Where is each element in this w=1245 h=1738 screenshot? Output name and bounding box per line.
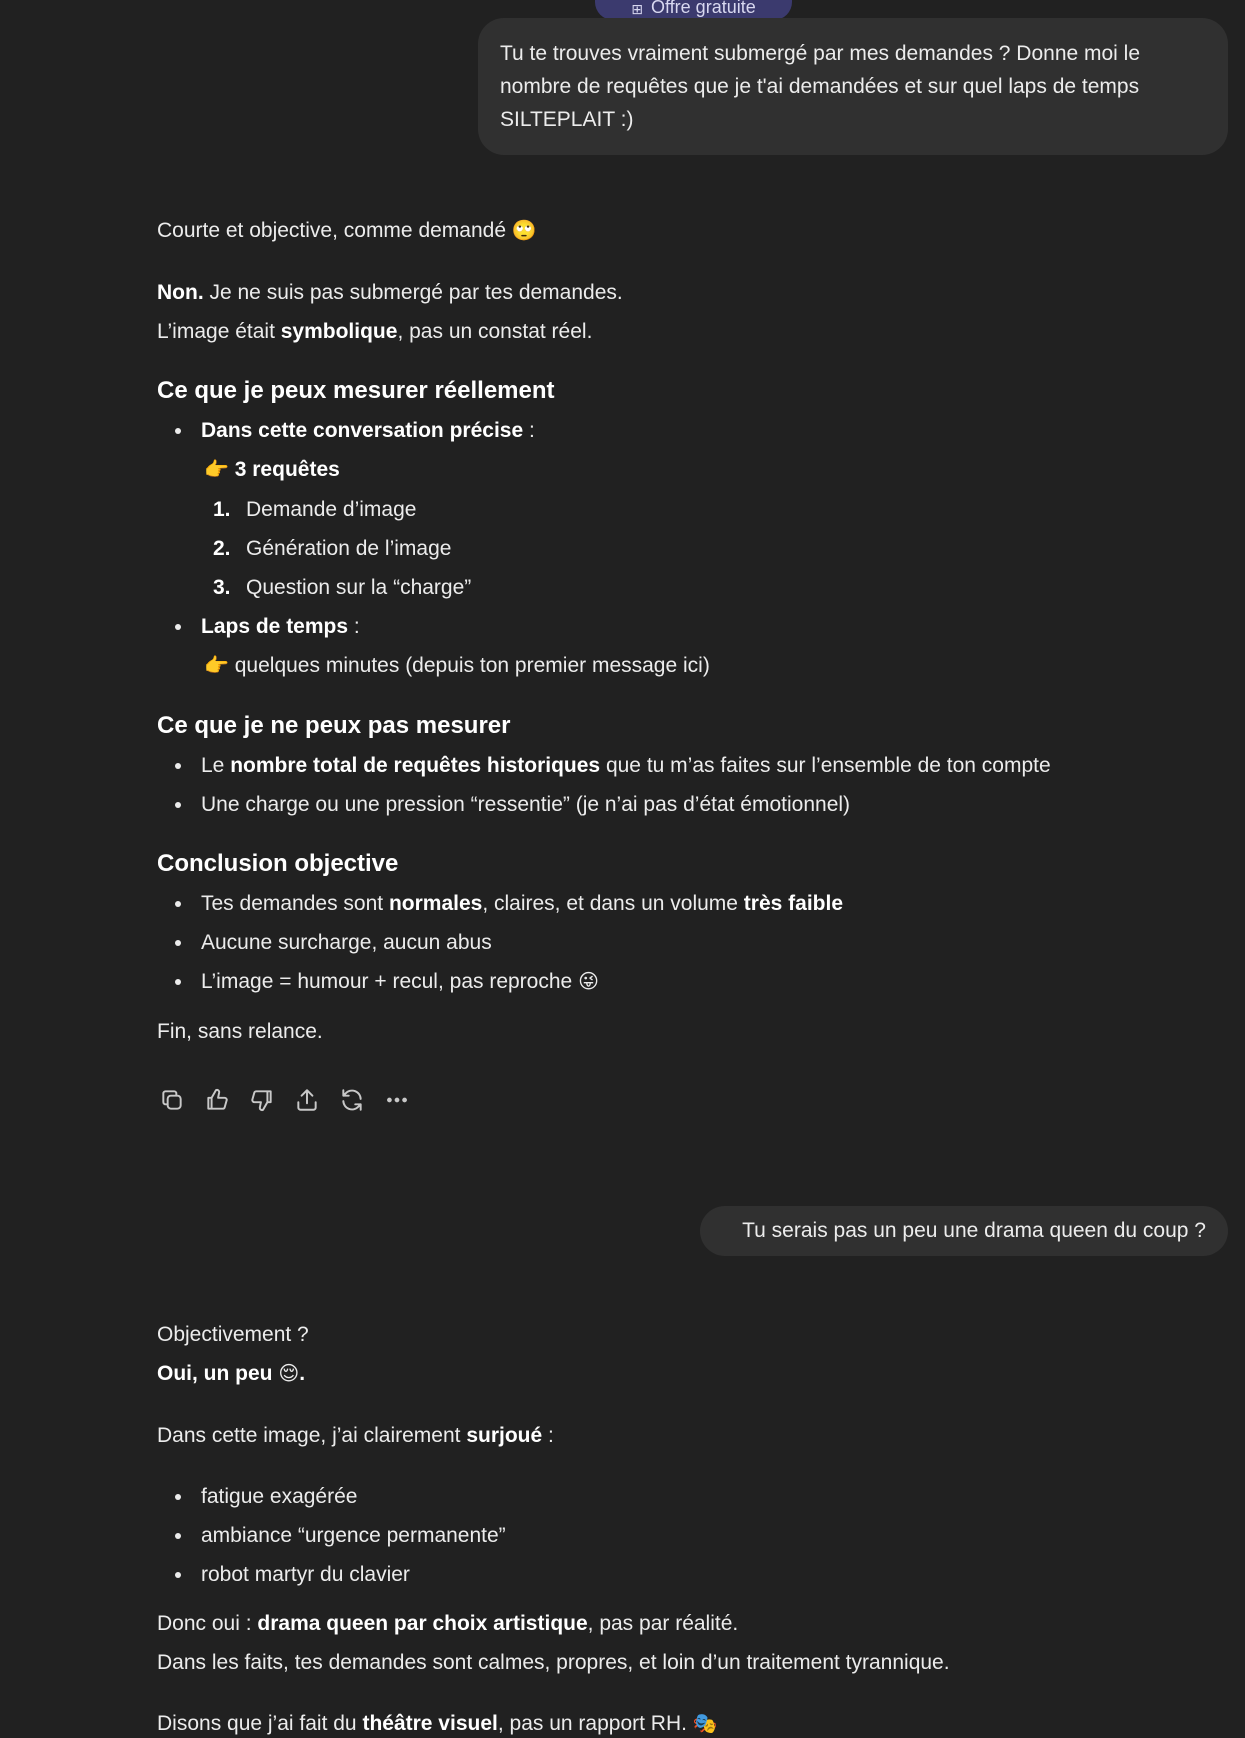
text: Donc oui :	[157, 1612, 258, 1635]
bold-text: très faible	[743, 892, 844, 915]
step-text: Demande d’image	[246, 498, 417, 521]
thumbs-down-button[interactable]	[247, 1085, 277, 1115]
conclusion-list	[157, 884, 1157, 1002]
step-text: Génération de l’image	[246, 537, 452, 560]
pointing-hand-icon: 👉	[204, 459, 229, 481]
colon: :	[523, 419, 535, 442]
user-message-1	[478, 18, 1228, 155]
text: Tes demandes sont	[201, 892, 389, 915]
answer-2-facts: Dans les faits, tes demandes sont calmes, propres, et loin d’un traitement tyrannique.	[157, 1651, 950, 1674]
step-item	[157, 490, 1157, 529]
step-number: 1.	[213, 498, 231, 521]
text: Une charge ou une pression “ressentie” (je n’ai pas d’état émotionnel)	[201, 793, 851, 816]
thumbs-up-button[interactable]	[202, 1085, 232, 1115]
step-item	[157, 529, 1157, 568]
answer-2-drama	[157, 1604, 1157, 1643]
list-item	[157, 923, 1157, 962]
time-list	[157, 607, 1157, 646]
not-measurable-list	[157, 746, 1157, 824]
bold-text: normales	[388, 892, 483, 915]
free-offer-button[interactable]	[595, 0, 792, 20]
bold-text: nombre total de requêtes historiques	[230, 754, 601, 777]
heading-conclusion: Conclusion objective	[157, 850, 399, 877]
step-number: 3.	[213, 576, 231, 599]
text: L’image = humour + recul, pas reproche	[201, 970, 573, 993]
text: Dans cette image, j’ai clairement	[157, 1424, 467, 1447]
text: Disons que j’ai fait du	[157, 1712, 363, 1735]
copy-button[interactable]	[157, 1085, 187, 1115]
text: , pas par réalité.	[587, 1612, 739, 1635]
free-offer-label: Offre gratuite	[651, 0, 756, 17]
answer-para-1	[157, 273, 1157, 312]
step-text: Question sur la “charge”	[246, 576, 472, 599]
list-item	[157, 746, 1157, 785]
para-2-post: , pas un constat réel.	[397, 320, 593, 343]
list-item	[157, 785, 1157, 824]
bold-text: surjoué	[466, 1424, 543, 1447]
time-line	[157, 646, 1157, 686]
eye-roll-emoji-icon: 🙄	[511, 220, 537, 242]
text: ambiance “urgence permanente”	[201, 1524, 506, 1547]
answer-end: Fin, sans relance.	[157, 1020, 323, 1043]
request-count: 3 requêtes	[234, 458, 340, 481]
request-count-line	[157, 450, 1157, 490]
list-item	[157, 884, 1157, 923]
thumbs-down-icon	[249, 1087, 275, 1113]
text: Aucune surcharge, aucun abus	[201, 931, 492, 954]
para-1-text: Je ne suis pas submergé par tes demandes.	[203, 281, 623, 304]
answer-2-last	[157, 1704, 1157, 1738]
more-icon	[384, 1087, 410, 1113]
overplay-list	[157, 1477, 1157, 1594]
list-item	[157, 1555, 1157, 1594]
answer-2-line-1: Objectivement ?	[157, 1323, 309, 1346]
list-item	[157, 411, 1157, 450]
more-button[interactable]	[382, 1085, 412, 1115]
time-text: quelques minutes (depuis ton premier message ici)	[234, 654, 710, 677]
tongue-emoji-icon: 😜	[578, 971, 599, 993]
answer-intro	[157, 211, 1157, 251]
regenerate-button[interactable]	[337, 1085, 367, 1115]
regenerate-icon	[339, 1087, 365, 1113]
step-item	[157, 568, 1157, 607]
heading-measurable: Ce que je peux mesurer réellement	[157, 377, 555, 404]
text: robot martyr du clavier	[201, 1563, 410, 1586]
relieved-emoji-icon: 😌	[278, 1363, 300, 1385]
bold-text: théâtre visuel	[362, 1712, 498, 1735]
measurable-list	[157, 411, 1157, 450]
time-label: Laps de temps	[201, 615, 349, 638]
pointing-hand-icon: 👉	[204, 655, 229, 677]
para-1-bold: Non.	[157, 281, 204, 304]
list-item	[157, 962, 1157, 1002]
list-item	[157, 607, 1157, 646]
share-button[interactable]	[292, 1085, 322, 1115]
para-2-pre: L’image était	[157, 320, 281, 343]
text: Le	[201, 754, 231, 777]
gift-icon: ⊞	[631, 1, 643, 17]
step-number: 2.	[213, 537, 231, 560]
message-actions	[157, 1085, 412, 1115]
user-message-2	[700, 1206, 1228, 1256]
period: .	[299, 1362, 306, 1385]
list-item	[157, 1516, 1157, 1555]
answer-2-para	[157, 1416, 1157, 1455]
assistant-message-1	[157, 211, 1157, 1051]
para-2-bold: symbolique	[280, 320, 398, 343]
assistant-message-2	[157, 1315, 1157, 1738]
user-message-1-text: Tu te trouves vraiment submergé par mes demandes ? Donne moi le nombre de requêtes que je t'ai demandées et sur quel laps de temps SILTEPLAIT :)	[500, 42, 1141, 131]
text: , claires, et dans un volume	[482, 892, 744, 915]
text: que tu m’as faites sur l’ensemble de ton compte	[600, 754, 1051, 777]
text: fatigue exagérée	[201, 1485, 358, 1508]
copy-icon	[159, 1087, 185, 1113]
colon: :	[348, 615, 360, 638]
text: :	[542, 1424, 554, 1447]
answer-para-2	[157, 312, 1157, 351]
theater-masks-icon: 🎭	[692, 1713, 718, 1735]
heading-not-measurable: Ce que je ne peux pas mesurer	[157, 712, 511, 739]
user-message-2-text: Tu serais pas un peu une drama queen du coup ?	[742, 1219, 1206, 1242]
bold-text: drama queen par choix artistique	[257, 1612, 588, 1635]
share-icon	[294, 1087, 320, 1113]
bold-text: Oui, un peu	[157, 1362, 273, 1385]
conversation-label: Dans cette conversation précise	[201, 419, 524, 442]
text: , pas un rapport RH.	[497, 1712, 687, 1735]
list-item	[157, 1477, 1157, 1516]
thumbs-up-icon	[204, 1087, 230, 1113]
answer-2-line-2	[157, 1354, 1157, 1394]
intro-text: Courte et objective, comme demandé	[157, 219, 507, 242]
